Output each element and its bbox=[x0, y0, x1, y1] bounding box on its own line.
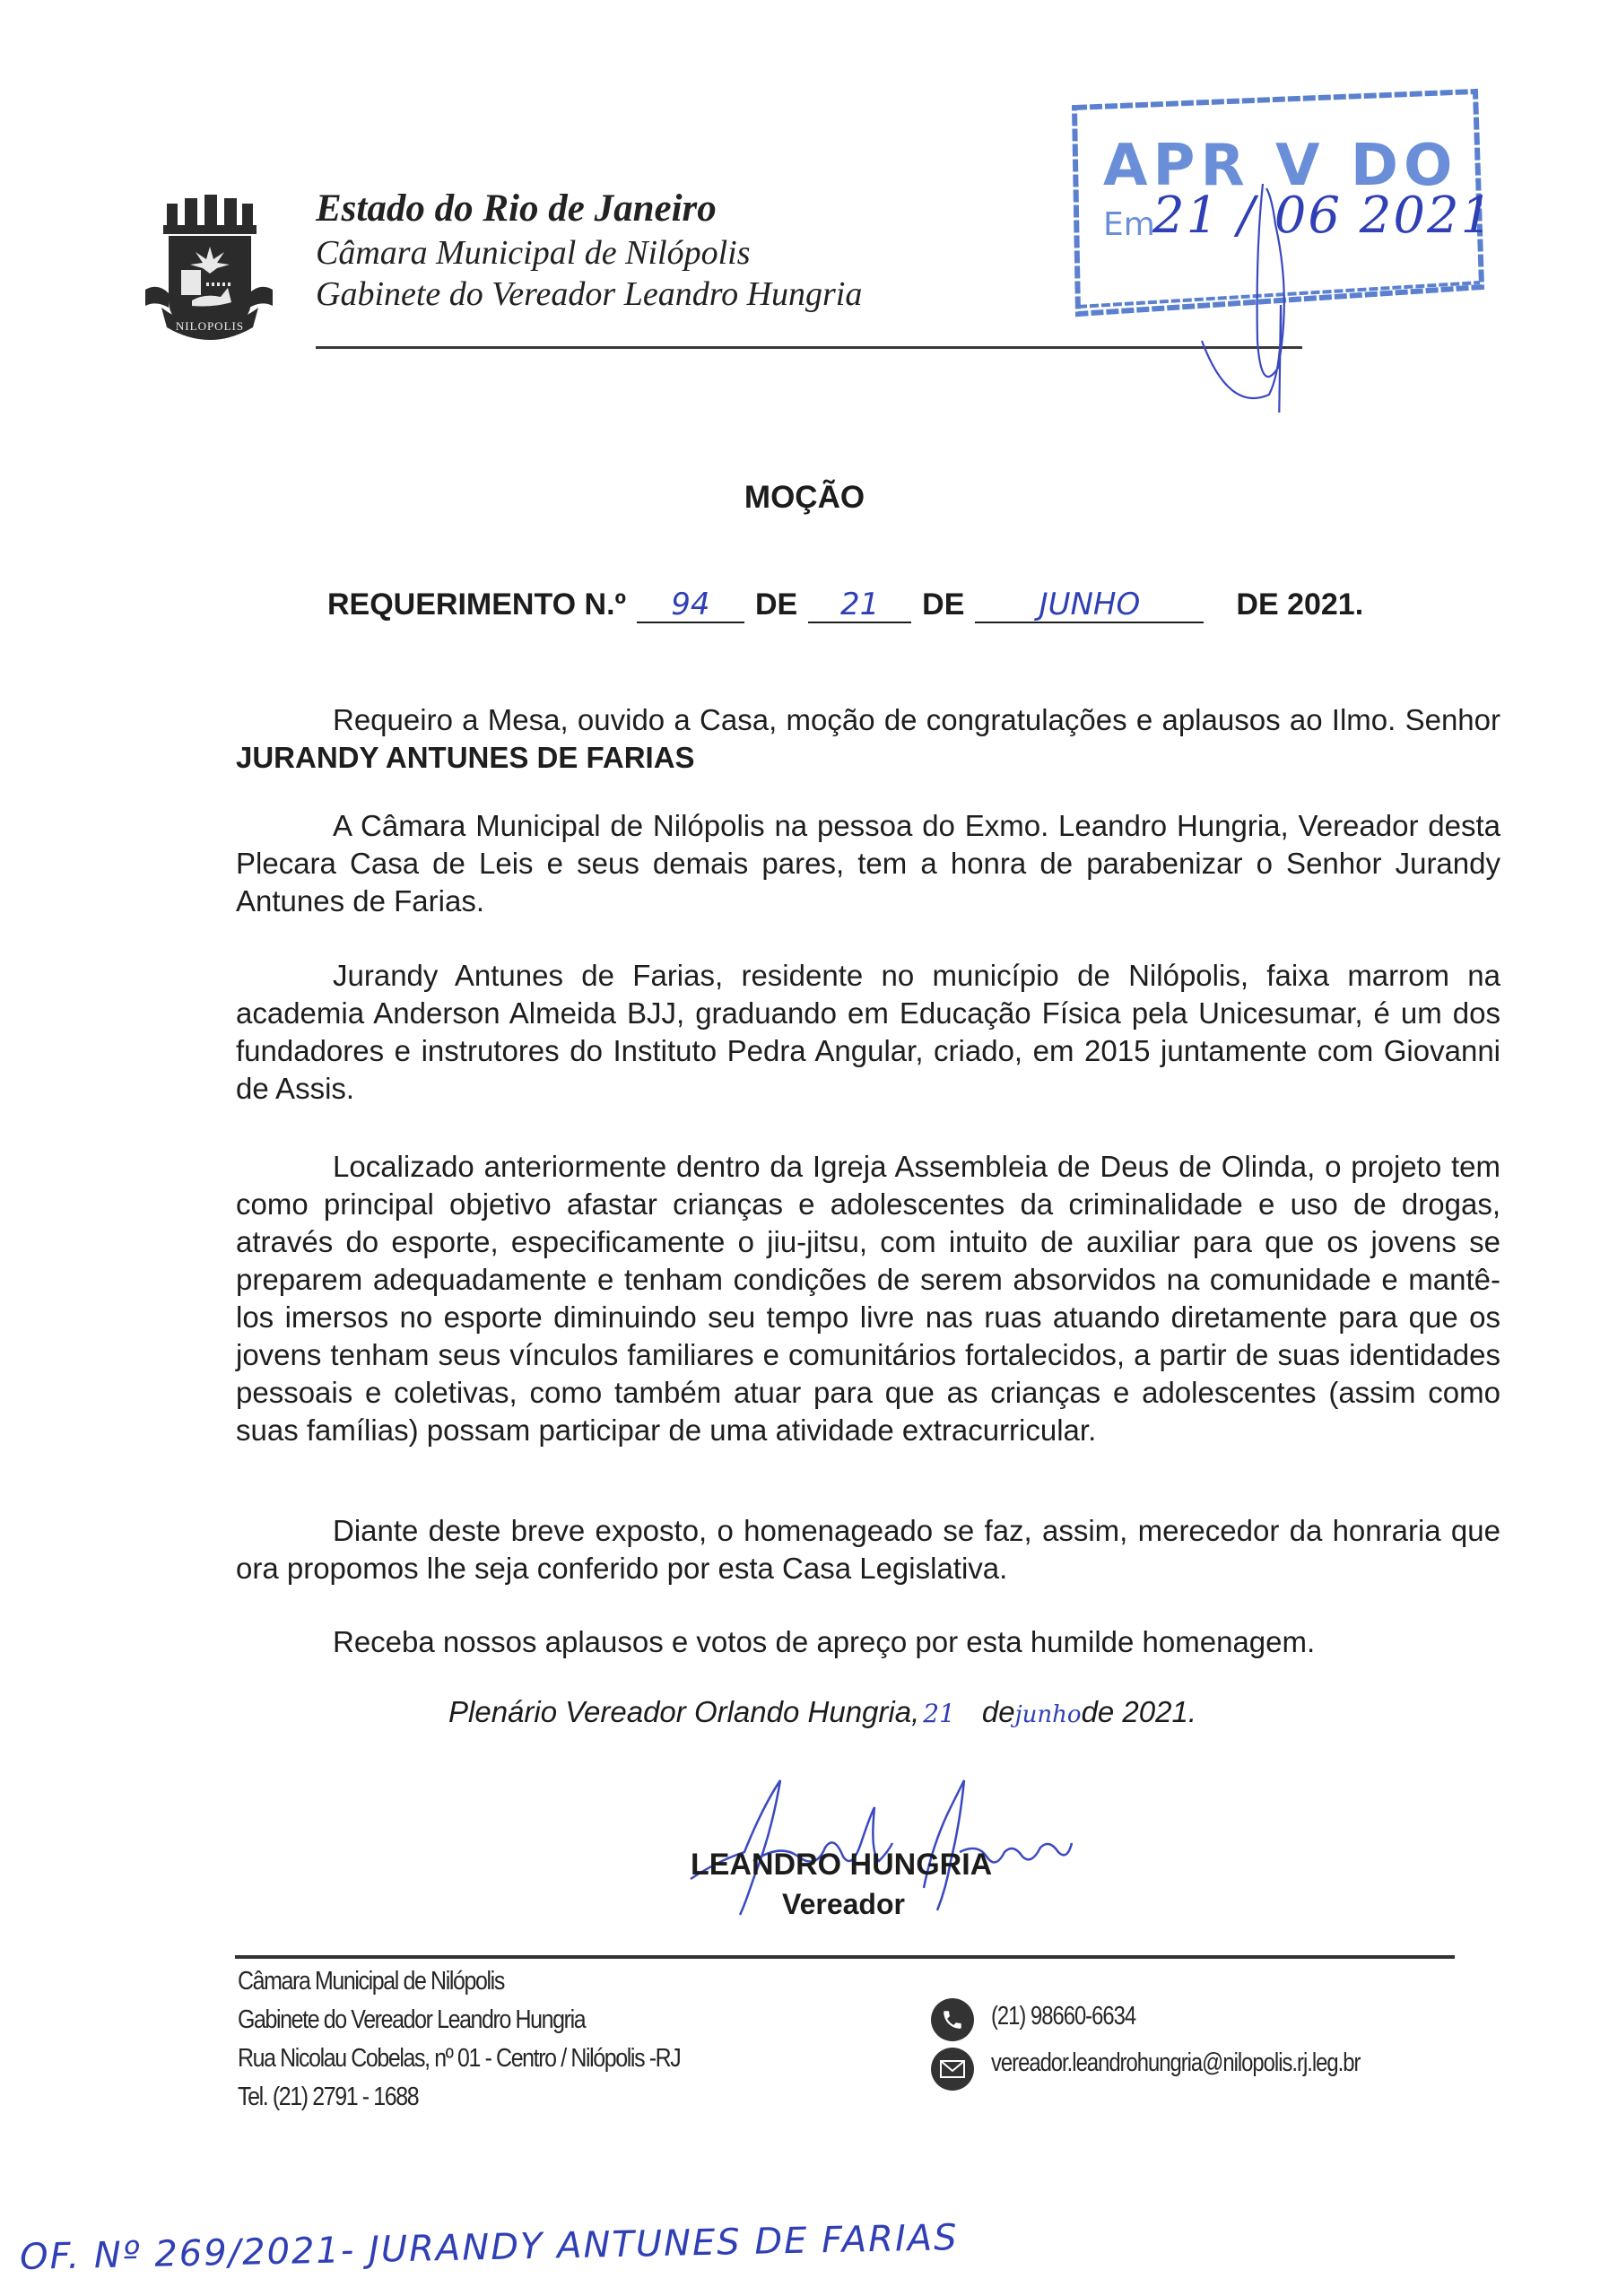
requirement-de-2: DE bbox=[922, 587, 965, 622]
place-year: de 2021. bbox=[1081, 1695, 1197, 1728]
footer-address: Rua Nicolau Cobelas, nº 01 - Centro / Nilópolis -RJ bbox=[238, 2044, 681, 2073]
requirement-de-1: DE bbox=[754, 587, 798, 622]
paragraph-request bbox=[236, 701, 1500, 777]
requirement-label: REQUERIMENTO N.º bbox=[327, 587, 626, 622]
signer-name: LEANDRO HUNGRIA bbox=[691, 1848, 993, 1882]
footer-divider bbox=[235, 1955, 1455, 1959]
place-day-handwritten: 21 bbox=[923, 1699, 955, 1728]
paragraph-request-text: Requeiro a Mesa, ouvido a Casa, moção de congratulações e aplausos ao Ilmo. Senhor bbox=[333, 703, 1500, 736]
header-chamber: Câmara Municipal de Nilópolis bbox=[316, 234, 751, 272]
header-state: Estado do Rio de Janeiro bbox=[316, 187, 717, 230]
stamp-date-prefix: Em bbox=[1103, 206, 1155, 243]
city-crest-logo bbox=[142, 193, 276, 350]
stamp-date: 21 / 06 2021 bbox=[1152, 187, 1495, 245]
paragraph-closing: Receba nossos aplausos e votos de apreço por esta humilde homenagem. bbox=[333, 1625, 1316, 1658]
whatsapp-icon bbox=[931, 1998, 974, 2041]
paragraph-chamber: A Câmara Municipal de Nilópolis na pessoa do Exmo. Leandro Hungria, Vereador desta Plecara Casa de Leis e seus demais pares, tem a honra de parabenizar o Senhor Jurandy Antunes de Farias. bbox=[236, 809, 1500, 918]
place-de: de bbox=[981, 1695, 1015, 1728]
requirement-number-field: 94 bbox=[637, 587, 744, 623]
paragraph-conclusion: Diante deste breve exposto, o homenageado se faz, assim, merecedor da honraria que ora propomos lhe seja conferido por esta Casa Legislativa. bbox=[236, 1514, 1500, 1585]
document-title: MOÇÃO bbox=[744, 480, 865, 515]
place: Plenário Vereador Orlando Hungria, bbox=[448, 1695, 920, 1728]
requirement-line bbox=[327, 587, 1363, 623]
footer-office: Gabinete do Vereador Leandro Hungria bbox=[238, 2005, 586, 2034]
footer-chamber: Câmara Municipal de Nilópolis bbox=[238, 1967, 504, 1996]
paragraph-biography: Jurandy Antunes de Farias, residente no município de Nilópolis, faixa marrom na academia Anderson Almeida BJJ, graduando em Educação Física pela Unicesumar, é um dos fundadores e instrutores do Instituto Pedra Angular, criado, em 2015 juntamente com Giovanni de Assis. bbox=[236, 959, 1500, 1105]
paragraph-project: Localizado anteriormente dentro da Igreja Assembleia de Deus de Olinda, o projeto tem como principal objetivo afastar crianças e adolescentes da criminalidade e uso de drogas, através do esporte, especificamente o jiu-jitsu, com intuito de auxiliar para que os jovens se preparem adequadamente e tenham condições de serem absorvidos na comunidade e mantê-los imersos no esporte diminuindo seu tempo livre nas ruas atuando diretamente para que os jovens tenham seus vínculos familiares e comunitários fortalecidos, a partir de suas identidades pessoais e coletivas, como também atuar para que as crianças e adolescentes (assim como suas famílias) possam participar de uma atividade extracurricular. bbox=[236, 1150, 1500, 1447]
contact-email: vereador.leandrohungria@nilopolis.rj.leg.br bbox=[991, 2048, 1361, 2077]
requirement-year: DE 2021. bbox=[1236, 587, 1364, 622]
honoree-name: JURANDY ANTUNES DE FARIAS bbox=[236, 741, 695, 774]
handwritten-office-note: OF. Nº 269/2021- JURANDY ANTUNES DE FARIAS bbox=[19, 2217, 959, 2278]
place-date-line bbox=[448, 1695, 1196, 1729]
envelope-icon bbox=[931, 2048, 974, 2091]
place-month-handwritten: junho bbox=[1014, 1701, 1082, 1728]
approval-stamp bbox=[1067, 72, 1498, 413]
requirement-month-field: JUNHO bbox=[975, 587, 1204, 623]
stamp-status: APR V DO bbox=[1103, 133, 1458, 199]
crest-label: NILOPOLIS bbox=[175, 319, 245, 333]
signer-role: Vereador bbox=[782, 1888, 905, 1920]
requirement-day-field: 21 bbox=[808, 587, 911, 623]
contact-phone: (21) 98660-6634 bbox=[991, 2002, 1136, 2031]
footer-telephone: Tel. (21) 2791 - 1688 bbox=[238, 2083, 419, 2111]
header-office: Gabinete do Vereador Leandro Hungria bbox=[316, 275, 863, 313]
